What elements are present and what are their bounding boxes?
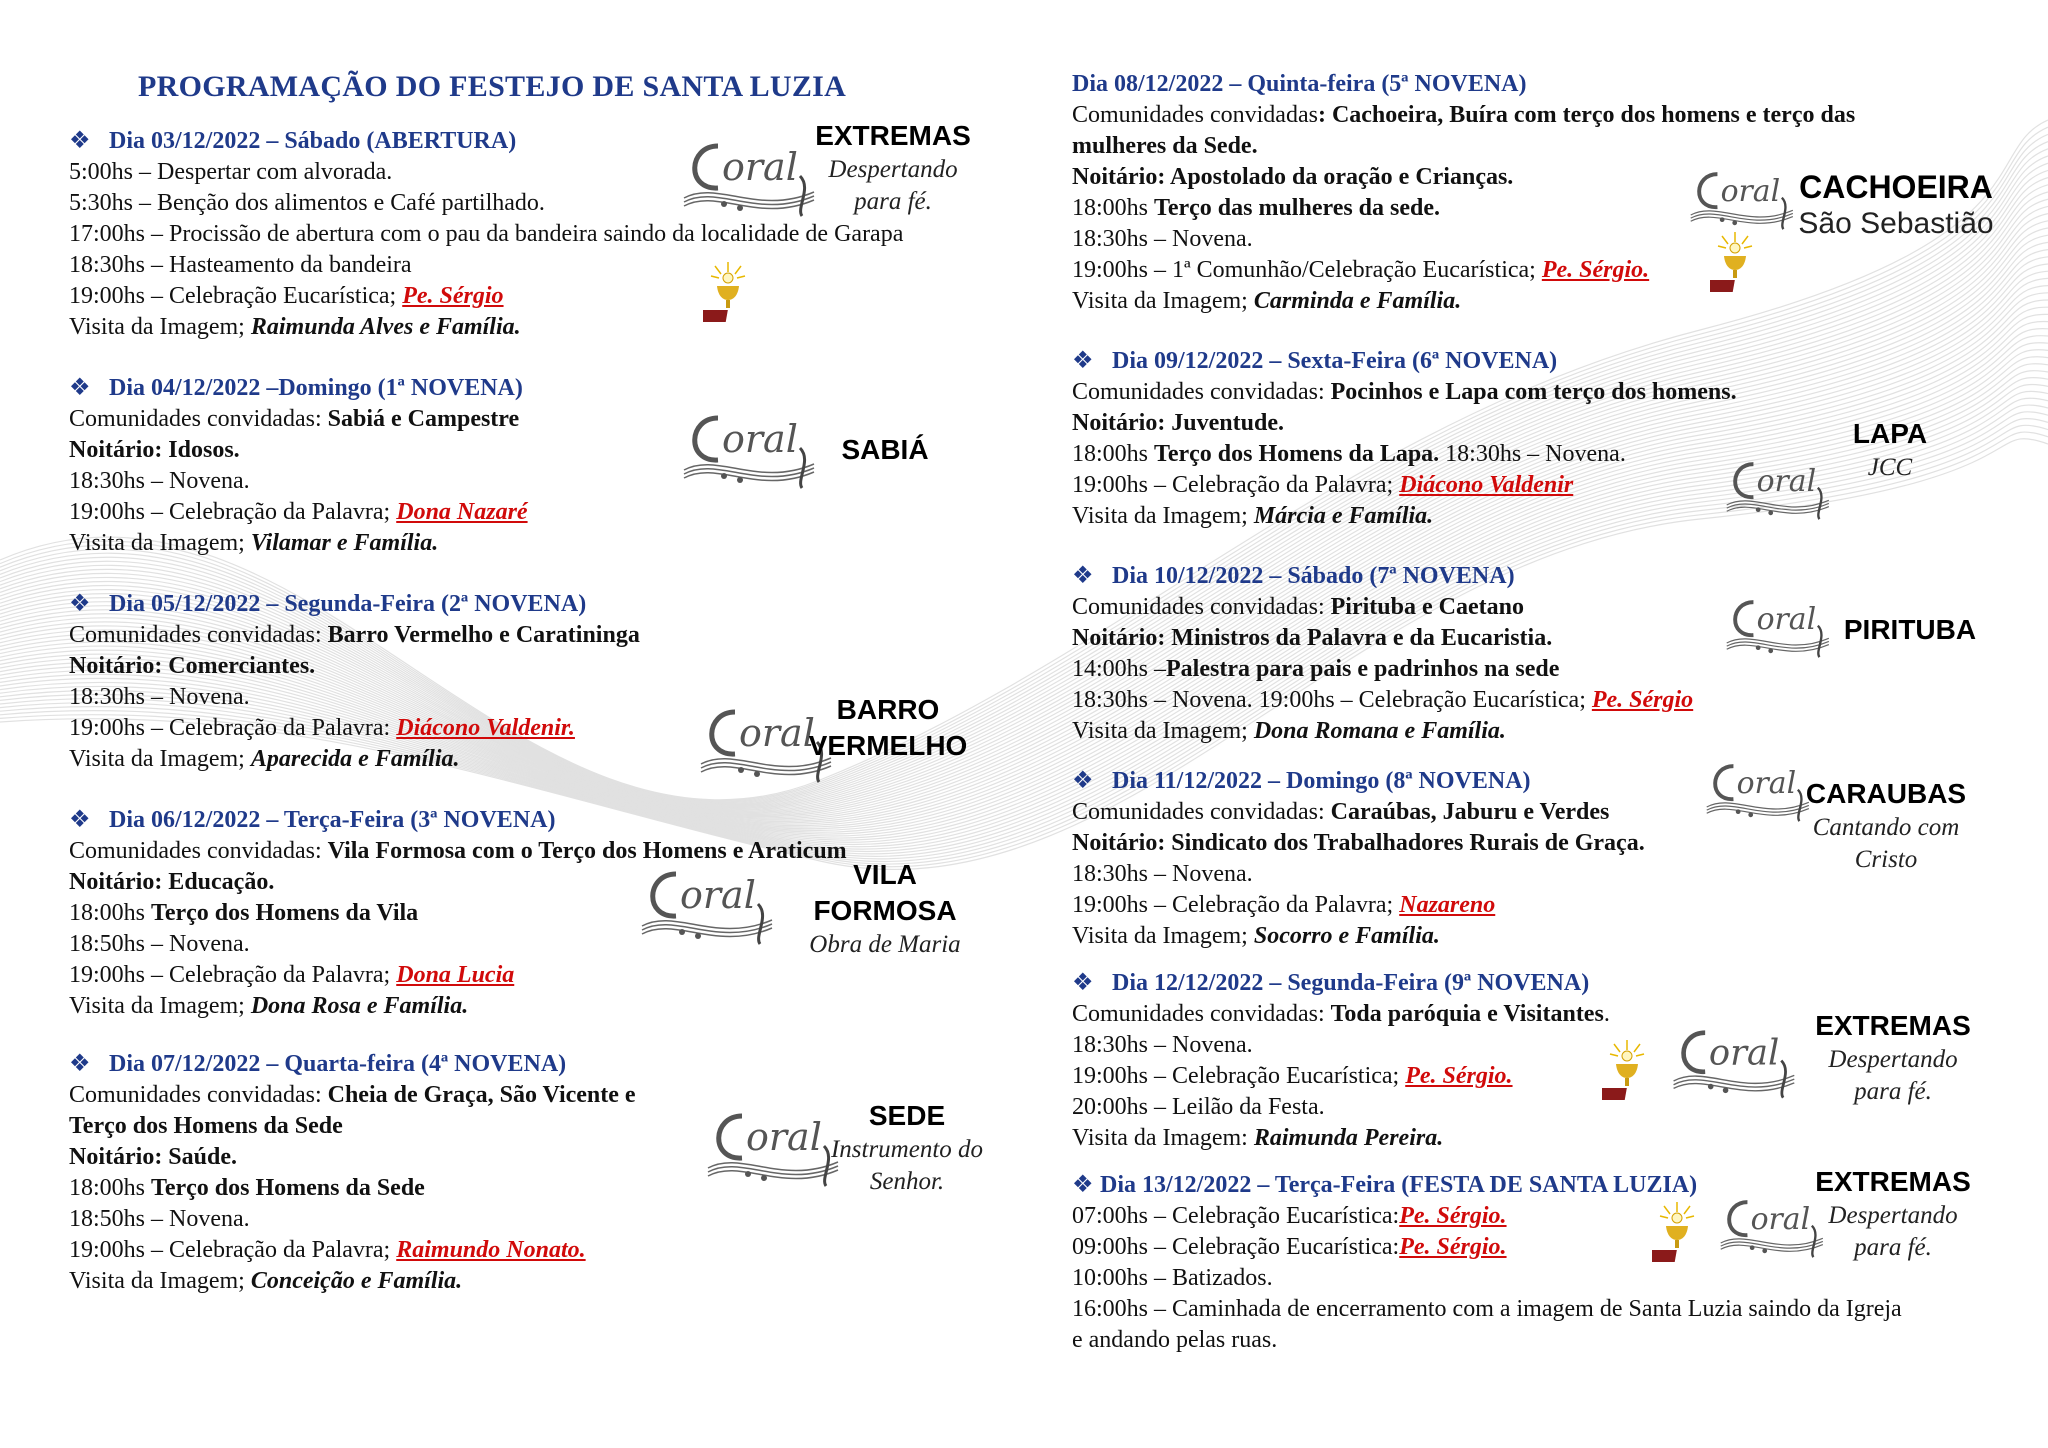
day-heading [1072,1170,1902,1201]
line-text: Visita da Imagem; [69,746,251,772]
line-text: 18:00hs [69,900,152,926]
line-text: 18:50hs – Novena. [69,1206,250,1232]
line-text: Noitário: Saúde. [69,1144,237,1170]
choir-label [1778,168,2014,242]
schedule-line [69,651,640,682]
choir-label [1830,416,1950,484]
coral-logo-icon [1722,450,1832,521]
day-heading [1072,561,1693,592]
line-text: 18:50hs – Novena. [69,931,250,957]
chalice-icon [1652,1198,1702,1268]
choir-name: BARRO VERMELHO [808,694,968,761]
line-text: 18:30hs – Hasteamento da bandeira [69,252,412,278]
line-text: Vila Formosa com o Terço dos Homens e Araticum [327,838,847,864]
line-text: Terço dos Homens da Sede [151,1175,425,1201]
choir-name: EXTREMAS [815,120,971,151]
line-text: Raimunda Pereira. [1253,1125,1444,1151]
line-text: 18:00hs [69,1175,152,1201]
line-text: Márcia e Família. [1253,503,1434,529]
choir-name: VILA FORMOSA [813,859,957,926]
choir-name: SEDE [868,1100,946,1131]
schedule-line [69,929,847,960]
schedule-line [1072,439,1737,470]
choir-motto: São Sebastião [1798,207,1994,240]
line-text: Noitário: Ministros da Palavra e da Eucaristia. [1072,625,1553,651]
day-heading-text: Dia 06/12/2022 – Terça-Feira (3ª NOVENA) [109,807,556,833]
line-text: 19:00hs – Celebração da Palavra; [69,499,397,525]
line-text: 18:30hs – Novena. [69,684,250,710]
schedule-line [69,867,847,898]
line-text: Noitário: Educação. [69,869,275,895]
chalice-icon [703,258,753,328]
schedule-line [1072,501,1737,532]
line-text: Visita da Imagem; [69,1268,251,1294]
day-heading [69,805,847,836]
schedule-line [69,960,847,991]
choir-label [810,432,960,468]
svg-text:oral: oral [746,1115,822,1159]
day-heading [1072,69,1855,100]
page-title: PROGRAMAÇÃO DO FESTEJO DE SANTA LUZIA [138,70,847,103]
svg-text:oral: oral [680,873,756,917]
svg-text:oral: oral [1708,1032,1780,1074]
schedule-line [1072,828,1645,859]
line-text: 19:00hs – Celebração da Palavra; [69,962,397,988]
celebrant-name: Pe. Sérgio. [1405,1063,1513,1089]
line-text: Comunidades convidadas: [1072,379,1331,405]
choir-name: LAPA [1852,418,1928,449]
line-text: 5:30hs – Benção dos alimentos e Café partilhado. [69,190,545,216]
schedule-line [1072,999,1610,1030]
schedule-line [1072,716,1693,747]
line-text: 18:30hs – Novena. [1072,861,1253,887]
choir-name: EXTREMAS [1815,1010,1971,1041]
day-block [1072,346,1737,532]
line-text: 5:00hs – Despertar com alvorada. [69,159,393,185]
celebrant-name: Pe. Sérgio [402,283,504,309]
choir-name: PIRITUBA [1843,614,1977,645]
celebrant-name: Diácono Valdenir [1399,472,1574,498]
line-text: 18:00hs [1072,441,1155,467]
choir-motto: Instrumento do Senhor. [830,1136,984,1195]
line-text: : Cachoeira, Buíra com terço dos homens e terço das [1317,102,1856,128]
celebrant-name: Pe. Sérgio. [1541,257,1650,283]
schedule-line [69,1080,636,1111]
diamond-bullet-icon: ❖ [1072,768,1094,794]
schedule-line [1072,193,1855,224]
line-text: Socorro e Família. [1253,923,1440,949]
choir-motto: Despertando para fé. [1828,1202,1958,1261]
line-text: 09:00hs – Celebração Eucarística: [1072,1234,1400,1260]
day-heading-text: Dia 13/12/2022 – Terça-Feira (FESTA DE SANTA LUZIA) [1100,1172,1698,1198]
choir-motto: JCC [1867,454,1913,481]
line-text: Comunidades convidadas [1072,102,1318,128]
line-text: Conceição e Família. [250,1268,463,1294]
line-text: Comunidades convidadas: [69,622,328,648]
line-text: Raimunda Alves e Família. [250,314,521,340]
line-text: Dona Rosa e Família. [250,993,469,1019]
celebrant-name: Dona Lucia [396,962,515,988]
day-block [69,589,640,775]
day-heading [1072,766,1645,797]
choir-motto: Cantando com Cristo [1812,814,1960,873]
celebrant-name: Raimundo Nonato. [396,1237,586,1263]
schedule-line [69,836,847,867]
line-text: 19:00hs – 1ª Comunhão/Celebração Eucarística; [1072,257,1542,283]
schedule-line [1072,685,1693,716]
choir-motto: Despertando para fé. [828,156,958,215]
chalice-icon [1602,1036,1652,1106]
schedule-line [69,713,640,744]
day-heading-text: Dia 10/12/2022 – Sábado (7ª NOVENA) [1112,563,1515,589]
line-text: 18:00hs [1072,195,1155,221]
line-text: Visita da Imagem; [69,314,251,340]
line-text: mulheres da Sede. [1072,133,1258,159]
day-block [69,1049,636,1297]
choir-label [790,857,980,961]
day-block [69,373,528,559]
day-block [1072,1170,1902,1356]
line-text: Visita da Imagem; [1072,503,1254,529]
schedule-line [1072,654,1693,685]
day-block [69,126,903,343]
line-text: 19:00hs – Celebração Eucarística; [69,283,403,309]
svg-text:oral: oral [722,145,798,189]
day-block [69,805,847,1022]
day-heading-text: Dia 08/12/2022 – Quinta-feira (5ª NOVENA) [1072,71,1527,97]
line-text: Visita da Imagem; [69,993,251,1019]
schedule-line [1072,1123,1610,1154]
celebrant-name: Pe. Sérgio. [1399,1234,1507,1260]
line-text: Toda paróquia e Visitantes [1330,1001,1604,1027]
schedule-line [69,1142,636,1173]
schedule-line [1072,623,1693,654]
schedule-line [69,1235,636,1266]
line-text: Visita da Imagem; [1072,718,1254,744]
line-text: 19:00hs – Celebração Eucarística; [1072,1063,1406,1089]
line-text: Noitário: Apostolado da oração e Crianças. [1072,164,1514,190]
diamond-bullet-icon: ❖ [69,128,91,154]
line-text: 18:30hs – Novena. [1439,441,1626,467]
line-text: Comunidades convidadas: [1072,1001,1331,1027]
line-text: Terço dos Homens da Vila [151,900,419,926]
line-text: Barro Vermelho e Caratininga [327,622,640,648]
day-heading-text: Dia 05/12/2022 – Segunda-Feira (2ª NOVENA) [109,591,587,617]
line-text: 19:00hs – Celebração da Palavra; [1072,472,1400,498]
line-text: Terço das mulheres da sede. [1154,195,1441,221]
svg-text:oral: oral [739,711,815,755]
day-heading-text: Dia 09/12/2022 – Sexta-Feira (6ª NOVENA) [1112,348,1558,374]
line-text: Terço dos Homens da Lapa. [1154,441,1440,467]
coral-logo-icon [678,400,818,490]
schedule-line [69,991,847,1022]
svg-text:oral: oral [1756,601,1817,637]
line-text: Pocinhos e Lapa com terço dos homens. [1330,379,1737,405]
schedule-line [69,497,528,528]
choir-label [1796,776,1976,876]
day-block [1072,968,1610,1154]
schedule-line [69,528,528,559]
line-text: Vilamar e Família. [250,530,439,556]
day-heading [69,126,903,157]
schedule-line [1072,1263,1902,1294]
line-text: Terço dos Homens da Sede [69,1113,343,1139]
line-text: Noitário: Comerciantes. [69,653,316,679]
choir-label [812,1098,1002,1198]
day-block [1072,561,1693,747]
schedule-line [69,620,640,651]
schedule-line [1072,797,1645,828]
line-text: 18:30hs – Novena. 19:00hs – Celebração Eucarística; [1072,687,1592,713]
choir-name: SABIÁ [841,434,929,465]
diamond-bullet-icon: ❖ [1072,563,1094,589]
schedule-line [1072,1030,1610,1061]
choir-name: CARAUBAS [1805,778,1967,809]
line-text: Cheia de Graça, São Vicente e [327,1082,636,1108]
coral-logo-icon [1722,588,1832,659]
day-heading-text: Dia 07/12/2022 – Quarta-feira (4ª NOVENA) [109,1051,567,1077]
day-heading-text: Dia 03/12/2022 – Sábado (ABERTURA) [109,128,517,154]
schedule-line [1072,131,1855,162]
schedule-line [69,157,903,188]
schedule-line [1072,1061,1610,1092]
day-heading [1072,346,1737,377]
line-text: Noitário: Sindicato dos Trabalhadores Rurais de Graça. [1072,830,1645,856]
schedule-line [1072,377,1737,408]
line-text: 18:30hs – Novena. [1072,1032,1253,1058]
celebrant-name: Dona Nazaré [396,499,528,525]
choir-name: EXTREMAS [1815,1166,1971,1197]
choir-motto: Obra de Maria [809,931,961,958]
diamond-bullet-icon: ❖ [69,807,91,833]
schedule-line [69,1173,636,1204]
choir-motto: Despertando para fé. [1828,1046,1958,1105]
diamond-bullet-icon: ❖ [69,591,91,617]
schedule-line [1072,921,1645,952]
schedule-line [69,466,528,497]
schedule-line [1072,1294,1902,1325]
chalice-icon [1710,228,1760,298]
diamond-bullet-icon: ❖ [1072,1172,1094,1198]
line-text: e andando pelas ruas. [1072,1327,1278,1353]
schedule-line [69,312,903,343]
line-text: 07:00hs – Celebração Eucarística: [1072,1203,1400,1229]
line-text: 19:00hs – Celebração da Palavra; [1072,892,1400,918]
svg-text:oral: oral [722,417,798,461]
line-text: Noitário: Juventude. [1072,410,1284,436]
schedule-line [69,1204,636,1235]
line-text: Comunidades convidadas: [1072,799,1331,825]
svg-text:oral: oral [1750,1201,1811,1237]
line-text: 18:30hs – Novena. [1072,226,1253,252]
day-heading [1072,968,1610,999]
diamond-bullet-icon: ❖ [1072,348,1094,374]
choir-label [1808,1164,1978,1264]
choir-label [1808,1008,1978,1108]
line-text: Noitário: Idosos. [69,437,240,463]
line-text: Visita da Imagem; [69,530,251,556]
day-heading-text: Dia 11/12/2022 – Domingo (8ª NOVENA) [1112,768,1531,794]
line-text: Visita da Imagem; [1072,288,1254,314]
line-text: Comunidades convidadas: [69,1082,328,1108]
choir-label [1830,612,1990,648]
line-text: Comunidades convidadas: [69,406,328,432]
line-text: Dona Romana e Família. [1253,718,1506,744]
coral-logo-icon [1668,1016,1798,1100]
choir-label [778,692,998,764]
svg-text:oral: oral [1720,173,1781,209]
choir-label [808,118,978,218]
day-heading-text: Dia 12/12/2022 – Segunda-Feira (9ª NOVENA) [1112,970,1590,996]
schedule-line [69,435,528,466]
schedule-line [69,898,847,929]
schedule-line [1072,890,1645,921]
schedule-line [69,188,903,219]
schedule-line [1072,1232,1902,1263]
line-text: 19:00hs – Celebração da Palavra; [69,1237,397,1263]
line-text: Aparecida e Família. [250,746,460,772]
day-heading [69,589,640,620]
schedule-line [69,281,903,312]
diamond-bullet-icon: ❖ [69,1051,91,1077]
svg-text:oral: oral [1736,765,1797,801]
diamond-bullet-icon: ❖ [1072,970,1094,996]
schedule-line [69,682,640,713]
schedule-line [69,250,903,281]
line-text: Pirituba e Caetano [1330,594,1524,620]
celebrant-name: Pe. Sérgio. [1399,1203,1507,1229]
day-heading [69,1049,636,1080]
schedule-line [1072,408,1737,439]
schedule-line [1072,859,1645,890]
line-text: 18:30hs – Novena. [69,468,250,494]
line-text: Visita da Imagem; [1072,923,1254,949]
schedule-line [69,744,640,775]
schedule-line [1072,162,1855,193]
line-text: . [1603,1001,1610,1027]
schedule-line [1072,592,1693,623]
line-text: 17:00hs – Procissão de abertura com o pau da bandeira saindo da localidade de Garapa [69,221,904,247]
line-text: 10:00hs – Batizados. [1072,1265,1273,1291]
celebrant-name: Nazareno [1399,892,1496,918]
celebrant-name: Diácono Valdenir. [396,715,575,741]
schedule-line [1072,1201,1902,1232]
line-text: 19:00hs – Celebração da Palavra: [69,715,397,741]
line-text: Palestra para pais e padrinhos na sede [1166,656,1560,682]
celebrant-name: Pe. Sérgio [1591,687,1694,713]
line-text: Carminda e Família. [1253,288,1462,314]
line-text: Visita da Imagem: [1072,1125,1254,1151]
schedule-line [1072,1092,1610,1123]
line-text: 20:00hs – Leilão da Festa. [1072,1094,1325,1120]
schedule-line [1072,470,1737,501]
line-text: Caraúbas, Jaburu e Verdes [1330,799,1610,825]
schedule-line [69,1266,636,1297]
schedule-line [69,219,903,250]
line-text: Comunidades convidadas: [1072,594,1331,620]
schedule-line [69,404,528,435]
line-text: Comunidades convidadas: [69,838,328,864]
line-text: Sabiá e Campestre [327,406,520,432]
day-heading-text: Dia 04/12/2022 –Domingo (1ª NOVENA) [109,375,523,401]
svg-text:oral: oral [1756,463,1817,499]
schedule-line [1072,100,1855,131]
schedule-line [1072,1325,1902,1356]
schedule-line [69,1111,636,1142]
day-heading [69,373,528,404]
line-text: 16:00hs – Caminhada de encerramento com a imagem de Santa Luzia saindo da Igreja [1072,1296,1902,1322]
choir-name: CACHOEIRA [1799,169,1993,205]
diamond-bullet-icon: ❖ [69,375,91,401]
line-text: 14:00hs – [1072,656,1167,682]
day-block [1072,766,1645,952]
